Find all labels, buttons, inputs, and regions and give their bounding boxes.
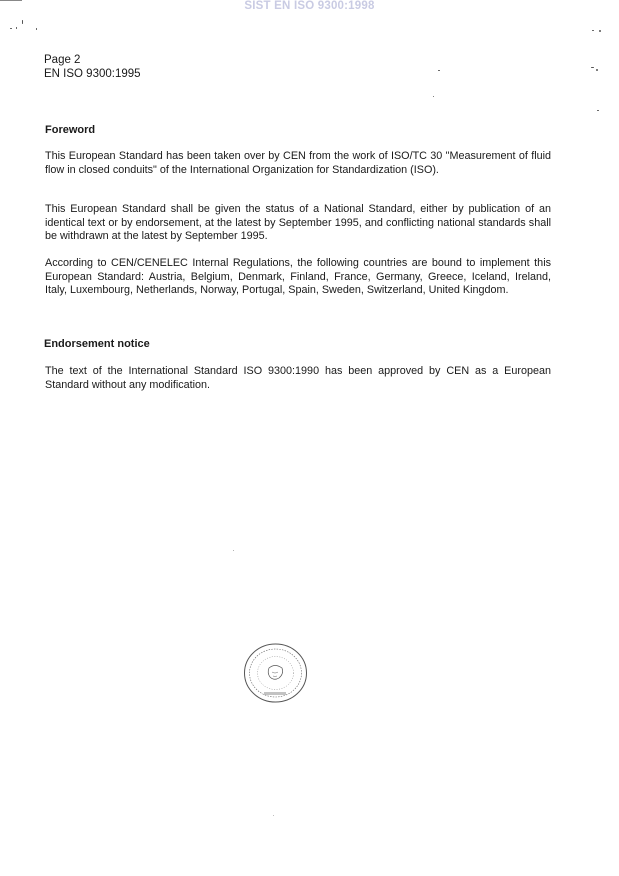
page-number: Page 2 [44, 54, 81, 66]
endorsement-paragraph: The text of the International Standard ISO 9300:1990 has been approved by CEN as a European Standard without any modification. [45, 365, 551, 391]
scan-speck [16, 27, 17, 29]
endorsement-heading: Endorsement notice [44, 338, 150, 350]
scan-speck [592, 30, 594, 31]
foreword-paragraph-3: According to CEN/CENELEC Internal Regulations, the following countries are bound to implement this European Standard: Austria, Belgium, Denmark, Finland, France, Germany, Greece, Iceland, Ireland, Italy, Luxembourg, Netherlands, Norway, Portugal, Spain, Sweden, Switzerland, United Kingdom. [45, 257, 551, 297]
scan-speck [10, 28, 12, 29]
scan-speck [273, 815, 274, 816]
scan-speck [433, 96, 434, 97]
foreword-paragraph-2: This European Standard shall be given the status of a National Standard, either by publication of an identical text or by endorsement, at the latest by September 1995, and conflicting national standards shall be withdrawn at the latest by September 1995. [45, 203, 551, 243]
scan-speck [233, 550, 234, 551]
page-header [44, 53, 141, 81]
scan-speck [596, 69, 598, 71]
watermark: SIST EN ISO 9300:1998 [244, 0, 375, 12]
scan-speck [36, 28, 37, 30]
scan-speck [591, 67, 594, 68]
document-id: EN ISO 9300:1995 [44, 68, 141, 80]
seal-stamp [242, 642, 309, 704]
foreword-heading: Foreword [45, 124, 96, 136]
foreword-paragraph-1: This European Standard has been taken over by CEN from the work of ISO/TC 30 "Measurement of fluid flow in closed conduits" of the International Organization for Standardization (ISO). [45, 150, 551, 176]
scan-speck [597, 110, 599, 111]
scan-speck [438, 70, 440, 71]
scan-speck [22, 20, 23, 24]
scan-speck [599, 30, 601, 32]
